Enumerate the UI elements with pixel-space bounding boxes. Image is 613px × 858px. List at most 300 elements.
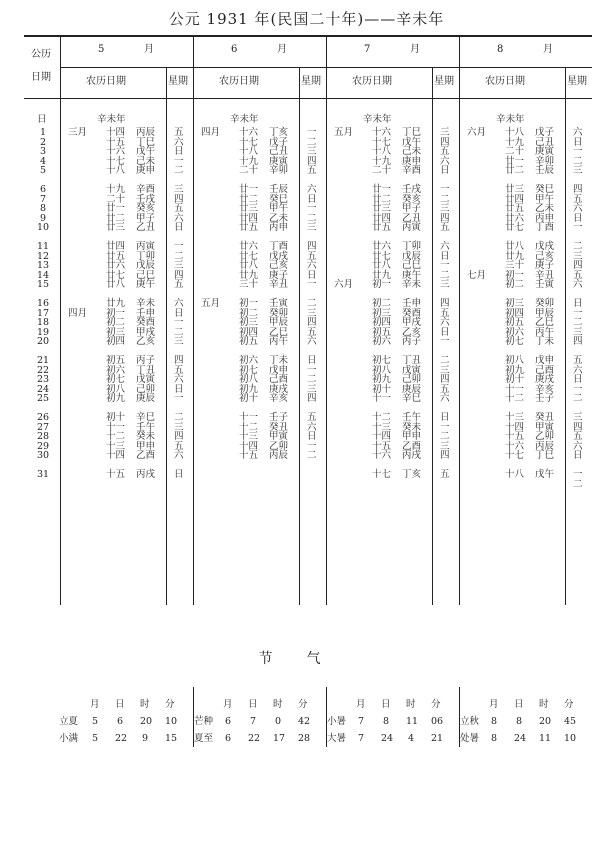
weekday-cell: 日 bbox=[573, 212, 583, 224]
ganzhi-day: 壬午 bbox=[402, 412, 422, 423]
lunar-day: 十三 bbox=[505, 412, 525, 423]
weekday-cell: 二 bbox=[573, 241, 583, 252]
day-number: 22 bbox=[37, 364, 50, 376]
solar-terms-header: 时 bbox=[140, 699, 150, 710]
ganzhi-day: 辛卯 bbox=[535, 155, 555, 167]
solar-terms-header: 时 bbox=[406, 699, 416, 710]
solar-term-minute: 28 bbox=[298, 733, 311, 744]
weekday-cell: 五 bbox=[174, 127, 184, 138]
weekday-cell: 六 bbox=[307, 184, 317, 195]
weekday-cell: 四 bbox=[573, 184, 583, 195]
weekday-cell: 一 bbox=[307, 203, 317, 215]
weekday-divider bbox=[299, 67, 300, 605]
weekday-cell: 二 bbox=[440, 355, 450, 366]
solar-terms-header: 日 bbox=[381, 699, 391, 710]
lunar-day: 十五 bbox=[106, 136, 126, 148]
ganzhi-day: 戊午 bbox=[402, 136, 422, 148]
lunar-day: 初五 bbox=[505, 317, 525, 329]
ganzhi-day: 辛亥 bbox=[535, 383, 555, 395]
ganzhi-day: 己亥 bbox=[269, 260, 289, 272]
lunar-day: 初五 bbox=[372, 326, 392, 338]
weekday-cell: 三 bbox=[573, 326, 583, 338]
solar-term-name: 立秋 bbox=[460, 716, 480, 727]
weekday-cell: 二 bbox=[307, 298, 317, 309]
ganzhi-day: 壬寅 bbox=[269, 298, 289, 309]
weekday-cell: 日 bbox=[174, 383, 184, 395]
weekday-cell: 四 bbox=[440, 136, 450, 148]
ganzhi-day: 丁巳 bbox=[136, 136, 156, 148]
solar-term-month: 8 bbox=[491, 716, 498, 727]
lunar-day: 初九 bbox=[106, 393, 126, 405]
ganzhi-day: 壬子 bbox=[535, 393, 555, 405]
lunar-day: 廿二 bbox=[239, 193, 259, 205]
lunar-day: 初八 bbox=[505, 355, 525, 366]
lunar-day: 初四 bbox=[372, 317, 392, 329]
weekday-cell: 四 bbox=[573, 260, 583, 272]
lunar-day: 初九 bbox=[505, 364, 525, 376]
weekday-cell: 三 bbox=[440, 203, 450, 215]
ganzhi-day: 乙巳 bbox=[269, 326, 289, 338]
weekday-cell: 二 bbox=[440, 431, 450, 443]
solar-term-minute: 42 bbox=[298, 716, 311, 727]
ganzhi-day: 辛巳 bbox=[136, 412, 156, 423]
solar-term-hour: 9 bbox=[142, 733, 149, 744]
solar-term-day: 7 bbox=[250, 716, 257, 727]
ganzhi-day: 辛丑 bbox=[535, 269, 555, 281]
lunar-day: 十七 bbox=[239, 136, 259, 148]
ganzhi-day: 戊申 bbox=[535, 355, 555, 366]
ganzhi-day: 壬申 bbox=[136, 307, 156, 319]
ganzhi-day: 癸卯 bbox=[269, 307, 289, 319]
weekday-cell: 四 bbox=[174, 355, 184, 366]
solar-terms-header: 日 bbox=[115, 699, 125, 710]
ganzhi-day: 丙辰 bbox=[136, 127, 156, 138]
lunar-month-label: 六月 bbox=[334, 279, 354, 291]
weekday-cell: 五 bbox=[174, 440, 184, 452]
lunar-day: 初四 bbox=[106, 336, 126, 348]
weekday-cell: 四 bbox=[174, 269, 184, 281]
weekday-cell: 四 bbox=[174, 193, 184, 205]
lunar-day: 十五 bbox=[372, 440, 392, 452]
ganzhi-day: 丁亥 bbox=[402, 469, 422, 480]
weekday-cell: 六 bbox=[174, 212, 184, 224]
solar-term-hour: 17 bbox=[273, 733, 286, 744]
solar-term-hour: 11 bbox=[539, 733, 552, 744]
weekday-cell: 一 bbox=[174, 241, 184, 252]
ganzhi-day: 丁未 bbox=[269, 355, 289, 366]
day-number: 25 bbox=[37, 393, 50, 405]
weekday-cell: 二 bbox=[440, 193, 450, 205]
ganzhi-day: 戊寅 bbox=[402, 364, 422, 376]
weekday-cell: 三 bbox=[573, 250, 583, 262]
solar-term-day: 22 bbox=[115, 733, 128, 744]
ganzhi-day: 甲辰 bbox=[269, 317, 289, 329]
lunar-day: 廿五 bbox=[372, 222, 392, 234]
ganzhi-day: 癸巳 bbox=[269, 193, 289, 205]
solar-term-minute: 21 bbox=[431, 733, 444, 744]
lunar-day: 十七 bbox=[372, 136, 392, 148]
solar-term-day: 24 bbox=[381, 733, 394, 744]
ganzhi-day: 辛亥 bbox=[269, 393, 289, 405]
lunar-day: 廿一 bbox=[106, 203, 126, 215]
ganzhi-day: 庚子 bbox=[269, 269, 289, 281]
weekday-header: 星期 bbox=[434, 76, 454, 87]
solar-terms-header: 月 bbox=[90, 699, 100, 710]
lunar-day: 二十 bbox=[505, 146, 525, 158]
lunar-day: 十六 bbox=[505, 440, 525, 452]
weekday-cell: 六 bbox=[307, 260, 317, 272]
ganzhi-day: 乙巳 bbox=[535, 317, 555, 329]
lunar-day: 廿九 bbox=[239, 269, 259, 281]
ganzhi-day: 丙戌 bbox=[402, 450, 422, 462]
ganzhi-day: 庚寅 bbox=[269, 155, 289, 167]
weekday-cell: 三 bbox=[174, 336, 184, 348]
solar-term-day: 6 bbox=[117, 716, 124, 727]
weekday-cell: 日 bbox=[573, 374, 583, 386]
weekday-cell: 六 bbox=[573, 279, 583, 291]
ganzhi-day: 癸未 bbox=[136, 431, 156, 443]
lunar-day: 初八 bbox=[239, 374, 259, 386]
lunar-day: 十一 bbox=[505, 383, 525, 395]
weekday-cell: 三 bbox=[307, 146, 317, 158]
weekday-cell: 五 bbox=[573, 193, 583, 205]
page-title: 公元 1931 年(民国二十年)——辛未年 bbox=[168, 10, 445, 28]
lunar-day: 廿八 bbox=[106, 279, 126, 291]
ganzhi-day: 癸亥 bbox=[402, 193, 422, 205]
lunar-day: 廿九 bbox=[505, 250, 525, 262]
solar-terms-header: 月 bbox=[356, 699, 366, 710]
weekday-cell: 一 bbox=[573, 307, 583, 319]
ganzhi-day: 戊午 bbox=[136, 146, 156, 158]
weekday-cell: 日 bbox=[307, 431, 317, 443]
solar-term-month: 6 bbox=[225, 733, 232, 744]
ganzhi-day: 甲寅 bbox=[535, 421, 555, 433]
month-divider bbox=[193, 35, 194, 605]
ganzhi-day: 癸卯 bbox=[535, 298, 555, 309]
ganzhi-day: 丁酉 bbox=[269, 241, 289, 252]
weekday-cell: 日 bbox=[440, 165, 450, 177]
ganzhi-day: 壬戌 bbox=[136, 193, 156, 205]
solar-terms-header: 时 bbox=[273, 699, 283, 710]
weekday-cell: 一 bbox=[573, 146, 583, 158]
ganzhi-day: 甲子 bbox=[402, 203, 422, 215]
lunar-day: 初十 bbox=[106, 412, 126, 423]
ganzhi-day: 辛巳 bbox=[402, 393, 422, 405]
day-number: 3 bbox=[40, 146, 47, 158]
lunar-day: 廿六 bbox=[239, 241, 259, 252]
weekday-cell: 三 bbox=[573, 412, 583, 423]
weekday-cell: 四 bbox=[573, 421, 583, 433]
lunar-day: 十四 bbox=[239, 440, 259, 452]
lunar-day: 廿六 bbox=[505, 212, 525, 224]
weekday-cell: 日 bbox=[440, 412, 450, 423]
weekday-cell: 五 bbox=[573, 269, 583, 281]
lunar-day: 十七 bbox=[106, 155, 126, 167]
ganzhi-day: 丁巳 bbox=[535, 450, 555, 462]
weekday-cell: 四 bbox=[307, 317, 317, 329]
weekday-cell: 五 bbox=[440, 469, 450, 480]
ganzhi-day: 丁丑 bbox=[136, 364, 156, 376]
month-divider bbox=[459, 35, 460, 605]
day-number: 13 bbox=[37, 260, 50, 272]
day-number: 26 bbox=[37, 412, 50, 423]
lunar-day: 廿三 bbox=[372, 203, 392, 215]
ganzhi-day: 丁巳 bbox=[402, 127, 422, 138]
weekday-cell: 四 bbox=[307, 241, 317, 252]
solar-terms-header: 时 bbox=[539, 699, 549, 710]
lunar-day: 十二 bbox=[239, 421, 259, 433]
date-label: 日期 bbox=[31, 72, 51, 83]
lunar-day: 二十 bbox=[372, 165, 392, 177]
lunar-day: 初五 bbox=[239, 336, 259, 348]
lunar-day: 初一 bbox=[106, 307, 126, 319]
solar-term-day: 8 bbox=[383, 716, 390, 727]
weekday-cell: 三 bbox=[307, 222, 317, 234]
lunar-day: 十九 bbox=[239, 155, 259, 167]
weekday-cell: 三 bbox=[440, 279, 450, 291]
weekday-cell: 一 bbox=[573, 383, 583, 395]
ganzhi-day: 癸未 bbox=[402, 421, 422, 433]
ganzhi-year-label: 辛未年 bbox=[496, 114, 525, 125]
ganzhi-day: 壬寅 bbox=[535, 279, 555, 291]
weekday-cell: 一 bbox=[573, 222, 583, 234]
solar-terms-header: 分 bbox=[165, 699, 175, 710]
day-number: 15 bbox=[37, 279, 50, 291]
solar-terms-header: 月 bbox=[489, 699, 499, 710]
solar-terms-header: 分 bbox=[431, 699, 441, 710]
ganzhi-day: 辛未 bbox=[136, 298, 156, 309]
weekday-cell: 五 bbox=[573, 355, 583, 366]
day-number: 6 bbox=[40, 184, 47, 195]
lunar-day: 十三 bbox=[239, 431, 259, 443]
weekday-cell: 一 bbox=[573, 469, 583, 480]
weekday-cell: 二 bbox=[573, 478, 583, 490]
lunar-day: 廿四 bbox=[239, 212, 259, 224]
ganzhi-day: 乙酉 bbox=[136, 450, 156, 462]
weekday-cell: 二 bbox=[440, 269, 450, 281]
ganzhi-day: 乙丑 bbox=[136, 222, 156, 234]
month-number: 7 bbox=[364, 44, 371, 55]
lunar-day: 廿六 bbox=[372, 241, 392, 252]
solar-term-minute: 15 bbox=[165, 733, 178, 744]
ganzhi-day: 庚申 bbox=[136, 165, 156, 177]
lunar-day: 二十 bbox=[106, 193, 126, 205]
solar-term-hour: 20 bbox=[140, 716, 153, 727]
ganzhi-day: 戊子 bbox=[269, 136, 289, 148]
ganzhi-day: 辛卯 bbox=[269, 165, 289, 177]
ganzhi-day: 丙申 bbox=[269, 222, 289, 234]
day-number: 10 bbox=[37, 222, 50, 234]
weekday-cell: 日 bbox=[174, 469, 184, 480]
lunar-day: 初三 bbox=[106, 326, 126, 338]
lunar-day: 初六 bbox=[106, 364, 126, 376]
day-number: 30 bbox=[37, 450, 50, 462]
ganzhi-day: 己丑 bbox=[269, 146, 289, 158]
solar-terms-header: 日 bbox=[248, 699, 258, 710]
ganzhi-day: 甲戌 bbox=[136, 326, 156, 338]
weekday-cell: 三 bbox=[174, 260, 184, 272]
ganzhi-day: 丙辰 bbox=[269, 450, 289, 462]
ganzhi-day: 乙亥 bbox=[402, 326, 422, 338]
day-number: 18 bbox=[37, 317, 50, 329]
lunar-day: 廿七 bbox=[372, 250, 392, 262]
lunar-month-label: 三月 bbox=[68, 127, 88, 138]
ganzhi-day: 丙申 bbox=[535, 212, 555, 224]
lunar-day: 初二 bbox=[106, 317, 126, 329]
table-top-rule bbox=[24, 35, 592, 37]
solar-term-day: 8 bbox=[516, 716, 523, 727]
weekday-divider bbox=[565, 67, 566, 605]
lunar-day: 廿九 bbox=[106, 298, 126, 309]
lunar-day: 三十 bbox=[239, 279, 259, 291]
weekday-cell: 二 bbox=[307, 136, 317, 148]
weekday-cell: 二 bbox=[307, 450, 317, 462]
day-number: 16 bbox=[37, 298, 50, 309]
ganzhi-day: 壬子 bbox=[269, 412, 289, 423]
lunar-day: 初二 bbox=[505, 279, 525, 291]
weekday-header: 星期 bbox=[168, 76, 188, 87]
ganzhi-day: 乙酉 bbox=[402, 440, 422, 452]
ganzhi-day: 丁亥 bbox=[269, 127, 289, 138]
weekday-cell: 六 bbox=[573, 203, 583, 215]
lunar-day: 初四 bbox=[505, 307, 525, 319]
lunar-day: 廿四 bbox=[505, 193, 525, 205]
ganzhi-day: 己巳 bbox=[136, 269, 156, 281]
lunar-day: 初七 bbox=[106, 374, 126, 386]
ganzhi-day: 丙戌 bbox=[136, 469, 156, 480]
month-unit: 月 bbox=[144, 44, 154, 55]
ganzhi-day: 壬辰 bbox=[269, 184, 289, 195]
ganzhi-day: 庚子 bbox=[535, 260, 555, 272]
day-number: 31 bbox=[37, 469, 50, 480]
lunar-date-header: 农历日期 bbox=[86, 76, 126, 87]
weekday-cell: 三 bbox=[174, 184, 184, 195]
lunar-day: 廿五 bbox=[505, 203, 525, 215]
solar-terms-header: 月 bbox=[223, 699, 233, 710]
day-number: 19 bbox=[37, 326, 50, 338]
weekday-cell: 五 bbox=[307, 326, 317, 338]
lunar-month-label: 七月 bbox=[467, 269, 487, 281]
ganzhi-day: 甲午 bbox=[269, 203, 289, 215]
lunar-day: 初二 bbox=[239, 307, 259, 319]
lunar-day: 十九 bbox=[106, 184, 126, 195]
weekday-cell: 二 bbox=[174, 250, 184, 262]
month-number: 6 bbox=[231, 44, 238, 55]
ganzhi-day: 甲午 bbox=[535, 193, 555, 205]
weekday-cell: 二 bbox=[174, 412, 184, 423]
ganzhi-day: 丙寅 bbox=[136, 241, 156, 252]
lunar-day: 十四 bbox=[106, 450, 126, 462]
weekday-cell: 三 bbox=[440, 127, 450, 138]
weekday-cell: 五 bbox=[307, 250, 317, 262]
lunar-day: 十三 bbox=[372, 421, 392, 433]
solar-terms-header: 分 bbox=[298, 699, 308, 710]
ganzhi-day: 乙未 bbox=[269, 212, 289, 224]
ganzhi-day: 戊子 bbox=[535, 127, 555, 138]
weekday-cell: 一 bbox=[307, 440, 317, 452]
solar-term-name: 立夏 bbox=[59, 716, 79, 727]
weekday-cell: 一 bbox=[440, 421, 450, 433]
lunar-day: 十七 bbox=[372, 469, 392, 480]
solar-term-name: 芒种 bbox=[194, 716, 214, 727]
weekday-cell: 一 bbox=[174, 155, 184, 167]
lunar-day: 初二 bbox=[372, 298, 392, 309]
weekday-cell: 日 bbox=[174, 222, 184, 234]
lunar-day: 初三 bbox=[239, 317, 259, 329]
ganzhi-day: 丁酉 bbox=[535, 222, 555, 234]
ganzhi-day: 丙子 bbox=[136, 355, 156, 366]
weekday-cell: 日 bbox=[573, 450, 583, 462]
weekday-cell: 五 bbox=[440, 222, 450, 234]
weekday-cell: 日 bbox=[307, 269, 317, 281]
lunar-month-label: 六月 bbox=[467, 127, 487, 138]
solar-term-day: 24 bbox=[514, 733, 527, 744]
weekday-cell: 三 bbox=[307, 383, 317, 395]
weekday-cell: 日 bbox=[174, 146, 184, 158]
weekday-cell: 五 bbox=[440, 383, 450, 395]
solar-term-hour: 20 bbox=[539, 716, 552, 727]
ganzhi-day: 辛酉 bbox=[136, 184, 156, 195]
lunar-day: 廿二 bbox=[505, 165, 525, 177]
ganzhi-day: 庚戌 bbox=[535, 374, 555, 386]
weekday-cell: 一 bbox=[307, 364, 317, 376]
ganzhi-day: 丙辰 bbox=[535, 440, 555, 452]
ganzhi-day: 庚辰 bbox=[402, 383, 422, 395]
ganzhi-day: 壬戌 bbox=[402, 184, 422, 195]
ganzhi-day: 辛酉 bbox=[402, 165, 422, 177]
solar-term-name: 小暑 bbox=[327, 716, 347, 727]
lunar-day: 十三 bbox=[106, 440, 126, 452]
solar-term-month: 7 bbox=[358, 716, 365, 727]
lunar-day: 初七 bbox=[505, 336, 525, 348]
weekday-cell: 日 bbox=[440, 250, 450, 262]
ganzhi-day: 庚戌 bbox=[269, 383, 289, 395]
lunar-day: 初六 bbox=[372, 336, 392, 348]
lunar-day: 初十 bbox=[239, 393, 259, 405]
ganzhi-day: 己酉 bbox=[269, 374, 289, 386]
ganzhi-day: 己未 bbox=[136, 155, 156, 167]
solar-term-minute: 10 bbox=[165, 716, 178, 727]
ganzhi-day: 乙卯 bbox=[535, 431, 555, 443]
weekday-cell: 六 bbox=[440, 317, 450, 329]
lunar-day: 二十 bbox=[239, 165, 259, 177]
weekday-cell: 四 bbox=[440, 212, 450, 224]
lunar-day: 廿二 bbox=[372, 193, 392, 205]
ganzhi-day: 癸亥 bbox=[136, 203, 156, 215]
weekday-cell: 日 bbox=[573, 298, 583, 309]
ganzhi-day: 己卯 bbox=[402, 374, 422, 386]
weekday-cell: 一 bbox=[307, 279, 317, 291]
month-unit: 月 bbox=[410, 44, 420, 55]
lunar-day: 初四 bbox=[239, 326, 259, 338]
lunar-month-label: 四月 bbox=[201, 127, 221, 138]
lunar-day: 十二 bbox=[372, 412, 392, 423]
weekday-cell: 一 bbox=[174, 393, 184, 405]
lunar-day: 廿七 bbox=[106, 269, 126, 281]
lunar-day: 初八 bbox=[372, 364, 392, 376]
weekday-cell: 六 bbox=[307, 336, 317, 348]
header-bottom-rule bbox=[24, 98, 592, 99]
lunar-day: 初一 bbox=[239, 298, 259, 309]
lunar-day: 廿三 bbox=[505, 184, 525, 195]
solar-term-hour: 11 bbox=[406, 716, 419, 727]
day-number: 17 bbox=[37, 307, 50, 319]
lunar-day: 廿三 bbox=[106, 222, 126, 234]
ganzhi-day: 戊戌 bbox=[269, 250, 289, 262]
ganzhi-day: 甲申 bbox=[402, 431, 422, 443]
lunar-day: 廿五 bbox=[106, 250, 126, 262]
solar-term-name: 处暑 bbox=[460, 733, 480, 744]
